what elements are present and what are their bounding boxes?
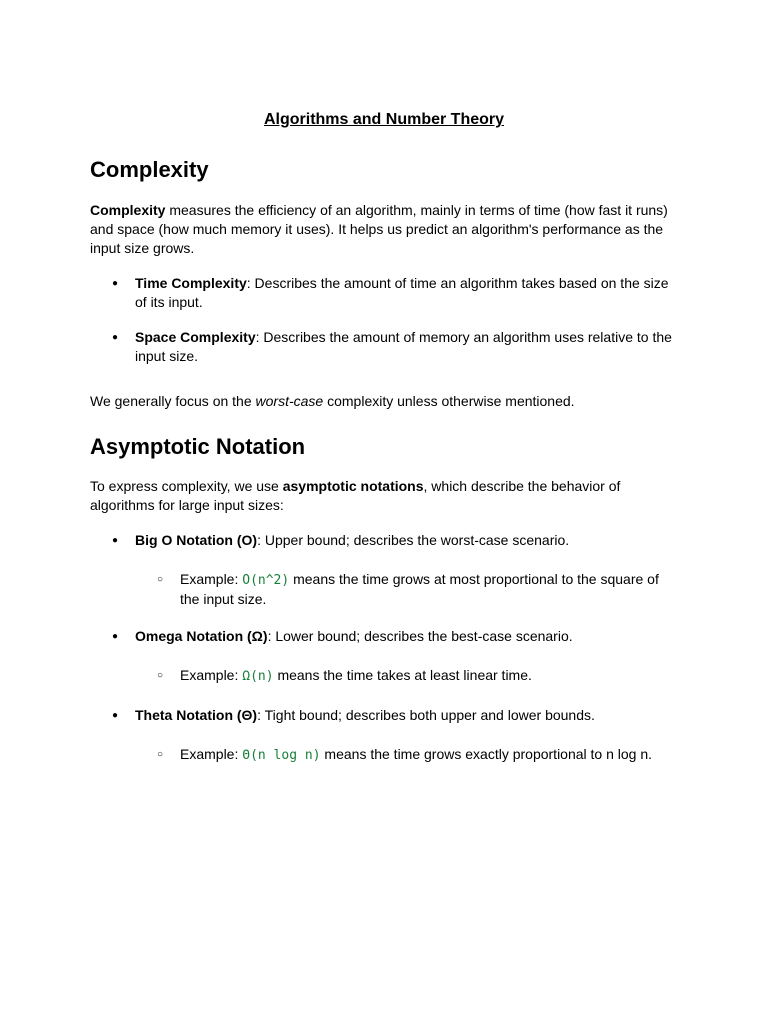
space-complexity-text: : Describes the amount of memory an algorithm uses relative to the input size. xyxy=(135,329,672,364)
theta-example xyxy=(90,745,678,765)
theta-example-code: Θ(n log n) xyxy=(242,748,321,763)
complexity-intro-paragraph xyxy=(90,201,678,258)
worst-case-after: complexity unless otherwise mentioned. xyxy=(323,393,575,409)
omega-example-text: means the time takes at least linear time. xyxy=(273,667,532,683)
time-complexity-term: Time Complexity xyxy=(135,275,247,291)
worst-case-before: We generally focus on the xyxy=(90,393,256,409)
omega-text: : Lower bound; describes the best-case scenario. xyxy=(267,628,573,644)
list-item-omega xyxy=(90,627,678,686)
big-o-text: : Upper bound; describes the worst-case scenario. xyxy=(257,532,570,548)
big-o-example-label: Example: xyxy=(180,571,243,587)
asymptotic-intro-before: To express complexity, we use xyxy=(90,478,283,494)
list-item-time-complexity xyxy=(90,274,678,312)
list-item-space-complexity xyxy=(90,328,678,366)
big-o-example-text: means the time grows at most proportional to the square of the input size. xyxy=(180,571,659,607)
theta-example-text: means the time grows exactly proportional to n log n. xyxy=(320,746,653,762)
theta-text: : Tight bound; describes both upper and lower bounds. xyxy=(257,707,595,723)
list-item-theta xyxy=(90,706,678,765)
worst-case-emphasis: worst-case xyxy=(255,393,324,409)
theta-example-label: Example: xyxy=(180,746,243,762)
complexity-heading: Complexity xyxy=(90,157,209,182)
omega-example xyxy=(90,666,678,686)
omega-sublist xyxy=(135,666,678,686)
asymptotic-intro-after: , which describe the behavior of algorithms for large input sizes: xyxy=(90,478,621,513)
theta-term: Theta Notation (Θ) xyxy=(135,707,258,723)
omega-example-code: Ω(n) xyxy=(242,669,274,684)
omega-term: Omega Notation (Ω) xyxy=(135,628,268,644)
omega-example-label: Example: xyxy=(180,667,243,683)
complexity-bullet-list xyxy=(90,274,678,366)
space-complexity-term: Space Complexity xyxy=(135,329,256,345)
big-o-term: Big O Notation (O) xyxy=(135,532,258,548)
big-o-example xyxy=(90,570,678,609)
complexity-term: Complexity xyxy=(90,202,166,218)
document-title: Algorithms and Number Theory xyxy=(263,111,505,128)
notation-list xyxy=(90,531,678,765)
big-o-example-code: O(n^2) xyxy=(242,573,290,588)
asymptotic-heading: Asymptotic Notation xyxy=(90,434,306,459)
time-complexity-text: : Describes the amount of time an algorithm takes based on the size of its input. xyxy=(135,275,669,310)
big-o-sublist xyxy=(135,570,678,609)
list-item-big-o xyxy=(90,531,678,609)
worst-case-paragraph xyxy=(90,392,678,411)
complexity-intro-text: measures the efficiency of an algorithm, mainly in terms of time (how fast it runs) and space (how much memory it uses). It helps us predict an algorithm's performance as the input size grows. xyxy=(90,202,668,256)
theta-sublist xyxy=(135,745,678,765)
asymptotic-intro-paragraph xyxy=(90,477,678,515)
asymptotic-term: asymptotic notations xyxy=(282,478,424,494)
